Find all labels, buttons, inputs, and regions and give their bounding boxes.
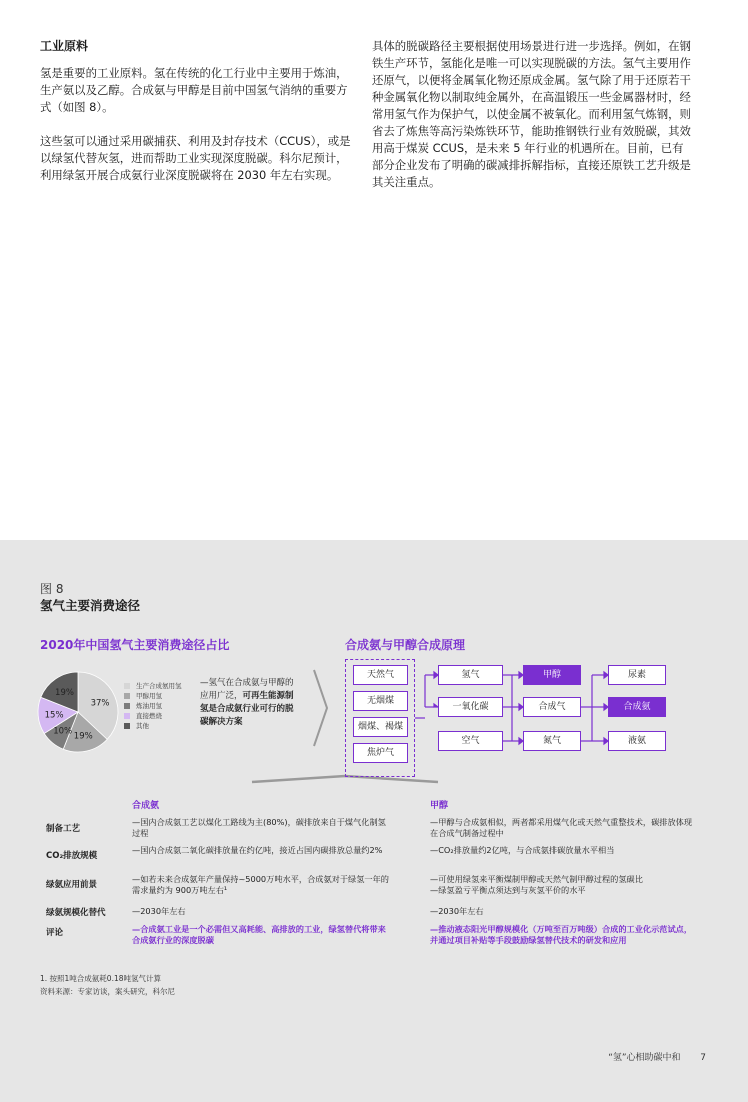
nitrogen-node: 氮气 (523, 731, 581, 751)
figure-number: 图 8 (40, 582, 64, 596)
liquid-ammonia-node: 液氨 (608, 731, 666, 751)
column-header-ammonia: 合成氨 (132, 801, 160, 811)
pie-value-label: 19% (73, 731, 93, 742)
carbon-monoxide-node: 一氧化碳 (438, 697, 503, 717)
table-cell: —国内合成氨二氧化碳排放量在约亿吨，接近占国内碳排放总量约2% (132, 845, 383, 855)
pie-value-label: 15% (44, 710, 64, 721)
feedstock-natural-gas: 天然气 (353, 665, 408, 685)
table-cell: —可使用绿氢来平衡煤制甲醇或天然气制甲醇过程的氢碳比 —绿氢盈亏平衡点须达到与灰氢平价的水平 (430, 874, 643, 895)
table-cell: —甲醇与合成氨相似，两者都采用煤气化或天然气重整技术，碳排放体现在合成气制备过程中 (430, 817, 693, 838)
pie-note-text: —氢气在合成氨与甲醇的应用广泛， (200, 678, 294, 701)
footnote (40, 972, 175, 998)
legend-label: 直接燃烧 (136, 712, 162, 720)
flow-diagram-heading: 合成氨与甲醇合成原理 (345, 638, 466, 652)
figure-panel (0, 540, 748, 1102)
paragraph: 这些氢可以通过采用碳捕获、利用及封存技术（CCUS），或是以绿氢代替灰氢，进而帮助工业实现深度脱碳。科尔尼预计，利用绿氢开展合成氨行业深度脱碳将在 2030 年左右实现。 (40, 134, 351, 182)
table-cell: —如若未来合成氨年产量保持~5000万吨水平，合成氨对于绿氢一年的需求量约为 900万吨左右¹ (132, 874, 389, 895)
air-node: 空气 (438, 731, 503, 751)
table-cell: —2030年左右 (430, 906, 484, 916)
pie-value-label: 19% (55, 688, 74, 699)
section-heading: 工业原料 (40, 39, 89, 53)
urea-node: 尿素 (608, 665, 666, 685)
feedstock-bituminous-lignite: 烟煤、褐煤 (353, 717, 408, 737)
left-text-column (40, 38, 358, 201)
feedstock-anthracite: 无烟煤 (353, 691, 408, 711)
source-note: 资料来源：专家访谈，案头研究，科尔尼 (40, 987, 175, 996)
pie-note-emphasis: 可再生能源制氢是合成氨行业可行的脱碳解决方案 (200, 691, 294, 727)
figure-title: 氢气主要消费途径 (40, 598, 141, 613)
table-cell: —国内合成氨工艺以煤化工路线为主(80%)，碳排放来自于煤气化制氢过程 (132, 817, 386, 838)
syngas-node: 合成气 (523, 697, 581, 717)
legend-label: 其他 (136, 722, 149, 730)
page-number: 7 (700, 1053, 706, 1063)
pie-value-label: 37% (90, 698, 110, 709)
row-label-comment: 评论 (46, 928, 64, 938)
right-text-column (372, 38, 694, 208)
footnote-1: 1. 按照1吨合成氨耗0.18吨氢气计算 (40, 974, 162, 983)
row-label-timeline: 绿氨规模化替代 (46, 908, 106, 918)
table-cell: —合成氨工业是一个必需但又高耗能、高排放的工业，绿氢替代将带来合成氨行业的深度脱碳 (132, 924, 386, 945)
legend-label: 炼油用氢 (136, 702, 162, 710)
feedstock-coke-oven-gas: 焦炉气 (353, 743, 408, 763)
column-header-methanol: 甲醇 (430, 801, 449, 811)
table-cell: —推动液态阳光甲醇规模化（万吨至百万吨级）合成的工业化示范试点，并通过项目补贴等手段鼓励绿氢替代技术的研发和应用 (430, 924, 693, 945)
paragraph: 氢是重要的工业原料。氢在传统的化工行业中主要用于炼油，生产氨以及乙醇。合成氨与甲醇是目前中国氢气消纳的重要方式（如图 8）。 (40, 66, 348, 114)
legend-label: 生产合成氨用氢 (136, 682, 182, 690)
table-cell: —2030年左右 (132, 906, 186, 916)
methanol-node: 甲醇 (523, 665, 581, 685)
table-cell: —CO₂排放量约2亿吨，与合成氨排碳放量水平相当 (430, 845, 615, 855)
row-label-emissions: CO₂排放规模 (46, 851, 98, 861)
legend-label: 甲醇用氢 (136, 692, 162, 700)
footer-title: “氢”心相助碳中和 (608, 1053, 681, 1063)
ammonia-node: 合成氨 (608, 697, 666, 717)
pie-value-label: 10% (53, 726, 73, 737)
row-label-process: 制备工艺 (46, 824, 81, 834)
paragraph: 具体的脱碳路径主要根据使用场景进行进一步选择。例如，在钢铁生产环节，氢能化是唯一可以实现脱碳的方法。氢气主要用作还原气，以便将金属氧化物还原成金属。氢气除了用于还原若干种金属氧化物以制取纯金属外，在高温锻压一些金属器材时，经常用氢气作为保护气，以使金属不被氧化。而利用氢气炼钢，则省去了炼焦等高污染炼铁环节，能助推钢铁行业有效脱碳，其效用高于煤炭 CCUS，是未来 5 年行业的机遇所在。目前，已有部分企业发布了明确的碳减排拆解指标，直接还原铁工艺升级是其关注重点。 (372, 39, 691, 189)
page-footer (608, 1050, 706, 1063)
pie-chart-heading: 2020年中国氢气主要消费途径占比 (40, 638, 230, 652)
row-label-outlook: 绿氨应用前景 (46, 880, 98, 890)
hydrogen-node: 氢气 (438, 665, 503, 685)
